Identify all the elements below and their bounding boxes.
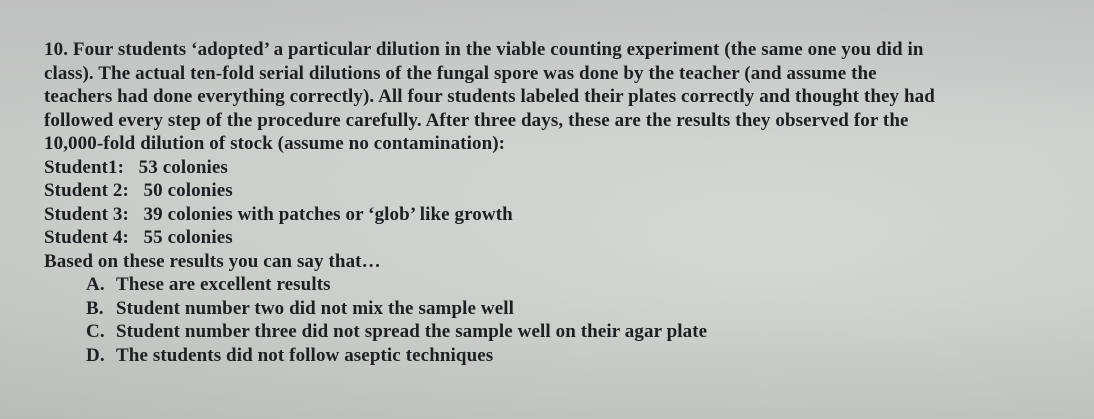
choice-a [44,273,1044,297]
choice-d [44,344,1044,368]
answer-choices [44,273,1044,367]
student-result-2 [44,179,1044,203]
student-result-4 [44,226,1044,250]
question-line: class). The actual ten-fold serial dilutions of the fungal spore was done by the teacher (and assume the [44,62,877,84]
student-result-3 [44,203,1044,227]
question-line: teachers had done everything correctly). All four students labeled their plates correctly and thought they had [44,86,935,107]
question-line: 10,000-fold dilution of stock (assume no contamination): [44,133,506,154]
question-line: followed every step of the procedure carefully. After three days, these are the results they observed for the [44,109,909,131]
student-label: Student 3: [44,203,129,225]
question-line: 10. Four students ‘adopted’ a particular dilution in the viable counting experiment (the same one you did in [44,39,924,60]
choice-letter: A. [86,274,105,295]
choice-text: Student number two did not mix the sample well [116,297,515,319]
student-label: Student1: [44,156,125,178]
student-result-1 [44,156,1044,180]
student-value: 55 colonies [143,227,233,248]
choice-text: These are excellent results [116,274,331,295]
choice-b [44,297,1044,321]
choice-text: Student number three did not spread the sample well on their agar plate [116,321,708,342]
student-results [44,156,1044,250]
choice-letter: C. [86,321,105,342]
choice-letter: D. [86,344,105,366]
student-value: 53 colonies [138,156,228,178]
student-value: 50 colonies [143,180,233,201]
student-value: 39 colonies with patches or ‘glob’ like growth [143,203,513,225]
question-prompt: Based on these results you can say that… [44,250,381,272]
choice-text: The students did not follow aseptic techniques [116,344,494,366]
student-label: Student 4: [44,227,129,248]
choice-letter: B. [86,297,104,319]
student-label: Student 2: [44,180,129,201]
question-block [44,38,1044,367]
choice-c [44,320,1044,344]
